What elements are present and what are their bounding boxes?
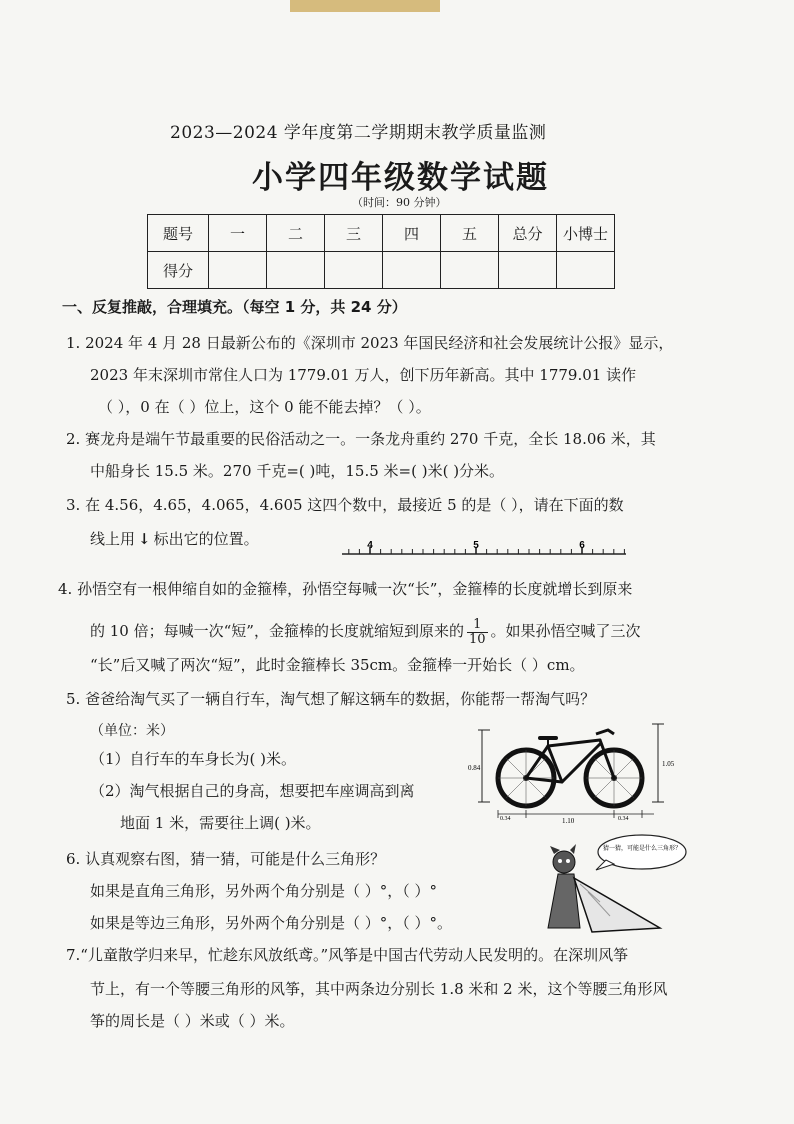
q5-line: 5. 爸爸给淘气买了一辆自行车，淘气想了解这辆车的数据，你能帮一帮淘气吗？ [66,690,596,708]
score-input-cell[interactable] [383,252,441,289]
q5-part: （1）自行车的车身长为( )米。 [90,750,297,768]
bubble-text: 猜一猜，可能是什么三角形？ [602,845,682,852]
score-table-cell: 小博士 [557,215,615,252]
q1-line: 2023 年末深圳市常住人口为 1779.01 万人，创下历年新高。其中 1779.01 读作 [90,366,637,384]
dim-height-left: 0.84 [468,764,481,772]
q4-line: “长”后又喊了两次“短”，此时金箍棒长 35cm。金箍棒一开始长（ ）cm。 [90,656,585,674]
score-table-cell: 一 [209,215,267,252]
q5-part: 地面 1 米，需要往上调( )米。 [120,814,321,832]
score-input-cell[interactable] [267,252,325,289]
score-table-cell: 题号 [148,215,209,252]
fraction-denominator: 10 [468,632,486,647]
tick-label: 5 [473,540,479,551]
q4-line: 4. 孙悟空有一根伸缩自如的金箍棒，孙悟空每喊一次“长”，金箍棒的长度就增长到原来 [58,580,633,598]
q6-line: 如果是直角三角形，另外两个角分别是（ ）°，（ ）° [90,882,438,900]
score-table-cell: 四 [383,215,441,252]
score-input-cell[interactable] [209,252,267,289]
fraction-numerator: 1 [467,618,488,633]
q4-line [90,618,641,646]
fraction [467,618,488,646]
character-head-icon [553,851,575,873]
section-heading: 一、反复推敲，合理填充。（每空 1 分，共 24 分） [62,298,407,316]
score-input-cell[interactable] [325,252,383,289]
svg-text:猜一猜，可能是什么三角形？ [603,844,681,852]
q3-line [90,532,259,547]
dim-right-gap: 0.34 [618,816,629,822]
score-table-cell: 总分 [499,215,557,252]
score-table-cell: 三 [325,215,383,252]
score-input-cell[interactable] [441,252,499,289]
tick-label: 6 [579,540,585,551]
q5-part: （2）淘气根据自己的身高，想要把车座调高到离 [90,782,415,800]
tick-label: 4 [367,540,373,551]
q3-text: 线上用 [90,530,136,548]
q4-text: 。如果孙悟空喊了三次 [490,622,641,640]
dim-height-right: 1.05 [662,760,675,768]
q7-line: 节上，有一个等腰三角形的风筝，其中两条边分别长 1.8 米和 2 米，这个等腰三角形风 [90,980,668,998]
bike-frame-icon [526,740,614,782]
score-table-cell: 得分 [148,252,209,289]
q4-text: 的 10 倍；每喊一次“短”，金箍棒的长度就缩短到原来的 [90,622,464,640]
q5-unit: （单位：米） [90,723,174,739]
bike-handlebar-icon [596,730,614,734]
score-input-cell[interactable] [557,252,615,289]
dim-left-gap: 0.34 [500,816,511,822]
triangle-cartoon-image [540,832,690,936]
q2-line: 2. 赛龙舟是端午节最重要的民俗活动之一。一条龙舟重约 270 千克，全长 18.06 米，其 [66,430,656,448]
q7-line: 7.“儿童散学归来早，忙趁东风放纸鸢。”风筝是中国古代劳动人民发明的。在深圳风筝 [66,946,629,964]
exam-subtitle: 2023—2024 学年度第二学期期末教学质量监测 [170,123,547,143]
q6-line: 如果是等边三角形，另外两个角分别是（ ）°，（ ）°。 [90,914,453,932]
q1-line: 1. 2024 年 4 月 28 日最新公布的《深圳市 2023 年国民经济和社会发展统计公报》显示， [66,334,674,352]
score-table-cell: 二 [267,215,325,252]
exam-title: 小学四年级数学试题 [252,160,549,196]
scan-top-strip [290,0,440,12]
number-line[interactable] [340,538,630,568]
q1-line: （ ），0 在（ ）位上，这个 0 能不能去掉？（ ）。 [98,398,431,416]
score-table-header-row [148,215,615,252]
score-table [147,214,615,289]
hidden-triangle-icon [574,878,660,932]
q3-line: 3. 在 4.56，4.65，4.065，4.605 这四个数中，最接近 5 的是（ ），请在下面的数 [66,496,624,514]
exam-time: （时间：90 分钟） [352,196,447,209]
q6-line: 6. 认真观察右图，猜一猜，可能是什么三角形？ [66,850,386,868]
q3-text: 标出它的位置。 [153,530,259,548]
score-input-cell[interactable] [499,252,557,289]
score-table-score-row [148,252,615,289]
down-arrow-icon: ↓ [138,530,151,548]
q7-line: 筝的周长是（ ）米或（ ）米。 [90,1012,295,1030]
score-table-cell: 五 [441,215,499,252]
dim-length: 1.10 [562,817,575,825]
q2-line: 中船身长 15.5 米。270 千克=( )吨，15.5 米=( )米( )分米。 [90,462,505,480]
bicycle-diagram [468,722,680,826]
